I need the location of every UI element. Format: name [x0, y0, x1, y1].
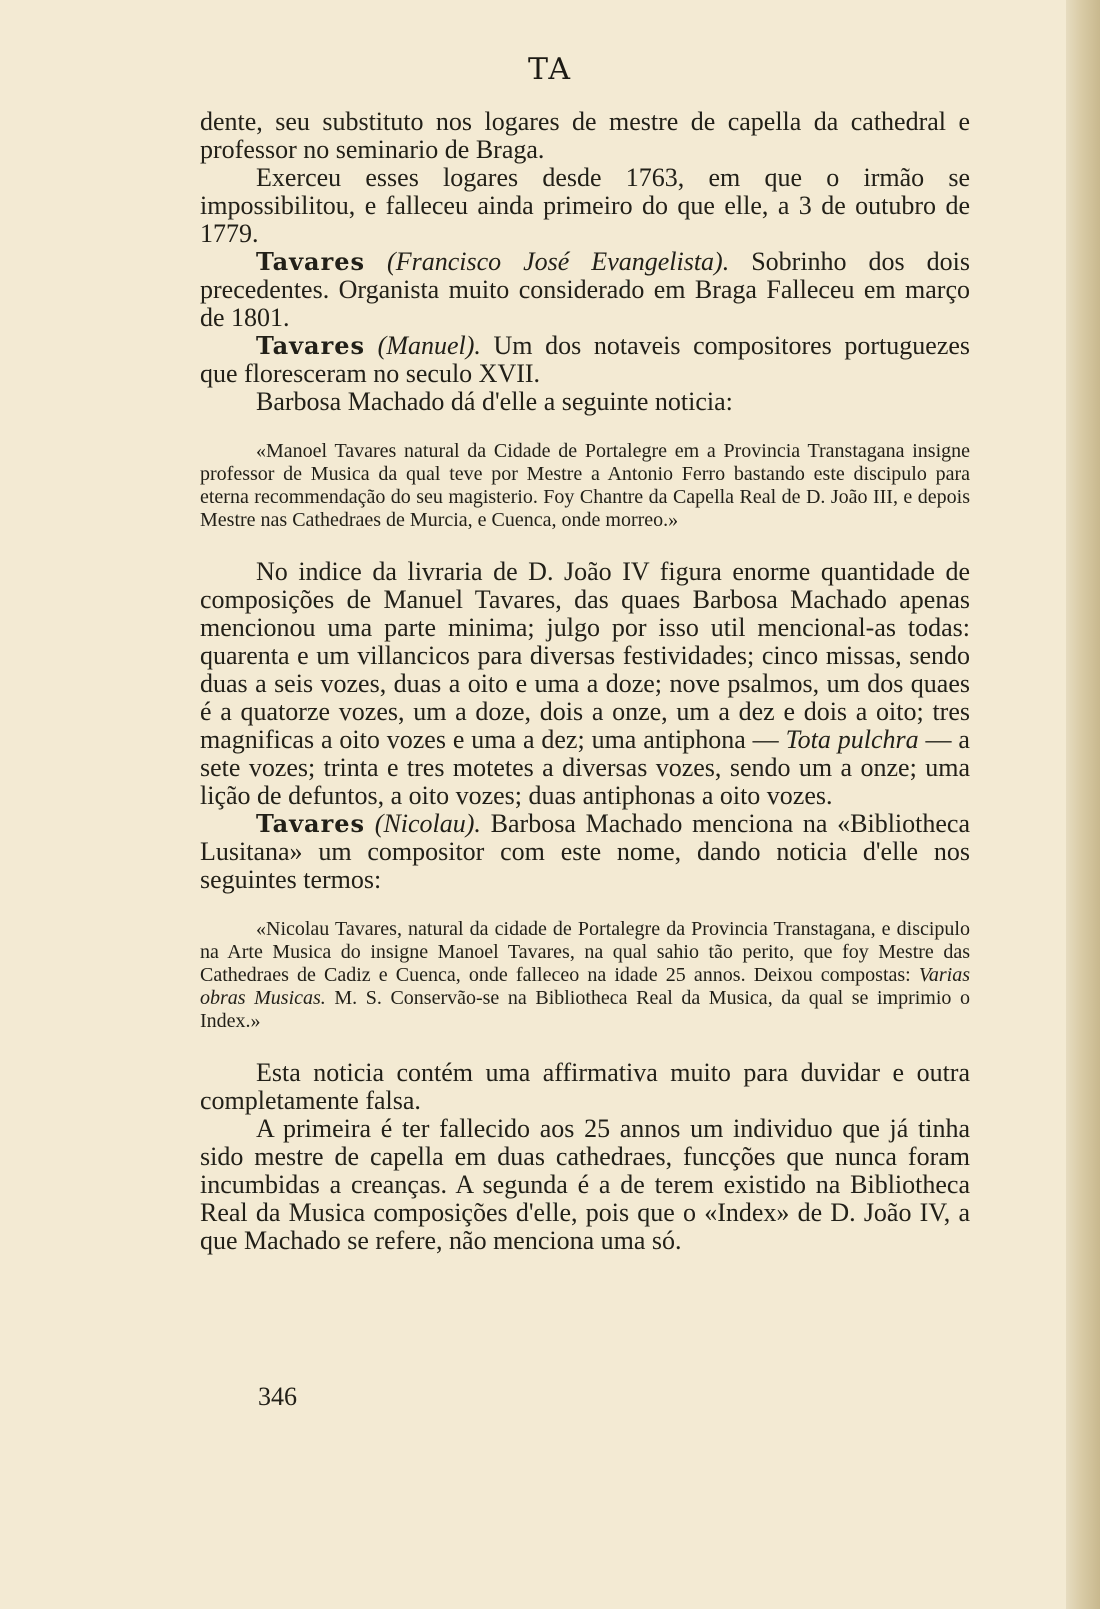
entry-text: Sobrinho dos dois precedentes. Organista muito considerado em Braga Falleceu em março de 1801.	[200, 247, 970, 332]
entry-surname: Tavares	[256, 809, 366, 838]
page-edge	[1066, 0, 1100, 1609]
paragraph-9: A primeira é ter fallecido aos 25 annos um individuo que já tinha sido mestre de capella em duas cathedraes, funcções que nunca foram incumbidas a creanças. A segunda é a de terem existido na Bibliotheca Real da Musica composições d'elle, pois que o «Index» de D. João IV, a que Machado se refere, não menciona uma só.	[200, 1114, 970, 1255]
entry-nicolau	[200, 810, 970, 894]
text-before-title: «Nicolau Tavares, natural da cidade de Portalegre da Provincia Transtagana, e discipulo na Arte Musica do insigne Manoel Tavares, na qual sahio tão perito, que foy Mestre das Cathedraes de Cadiz e Cuenca, onde falleceo na idade 25 annos. Deixou compostas:	[200, 918, 970, 986]
work-title: Tota pulchra	[785, 725, 919, 754]
entry-surname: Tavares	[256, 331, 366, 360]
paragraph-1: dente, seu substituto nos logares de mestre de capella da cathedral e professor no seminario de Braga.	[200, 107, 970, 164]
text-before-title: No indice da livraria de D. João IV figura enorme quantidade de composições de Manuel Tavares, das quaes Barbosa Machado apenas mencionou uma parte minima; julgo por isso util mencional-as todas: quarenta e um villancicos para diversas festividades; cinco missas, sendo duas a seis vozes, duas a oito e uma a doze; nove psalmos, um dos quaes é a quatorze vozes, um a doze, dois a onze, um a dez e dois a oito; tres magnificas a oito vozes e uma a dez; uma antiphona —	[200, 557, 970, 754]
entry-surname: Tavares	[256, 247, 366, 276]
entry-given-name: (Nicolau).	[374, 809, 481, 838]
quotation-nicolau	[200, 918, 970, 1033]
paragraph-6	[200, 558, 970, 810]
entry-manuel	[200, 332, 970, 388]
paragraph-2: Exerceu esses logares desde 1763, em que o irmão se impossibilitou, e falleceu ainda primeiro do que elle, a 3 de outubro de 1779.	[200, 163, 970, 248]
quotation-manoel: «Manoel Tavares natural da Cidade de Portalegre em a Provincia Transtagana insigne professor de Musica da qual teve por Mestre a Antonio Ferro bastando este discipulo para eterna recommendação do seu magisterio. Foy Chantre da Capella Real de D. João III, e depois Mestre nas Cathedraes de Murcia, e Cuenca, onde morreo.»	[200, 440, 970, 531]
paragraph-8: Esta noticia contém uma affirmativa muito para duvidar e outra completamente falsa.	[200, 1058, 970, 1115]
page-number: 346	[258, 1382, 297, 1411]
work-title: Varias obras Musicas.	[200, 964, 970, 1009]
page-body	[200, 108, 970, 1255]
running-header: TA	[527, 52, 573, 87]
entry-given-name: (Francisco José Evangelista).	[387, 247, 730, 276]
paragraph-5: Barbosa Machado dá d'elle a seguinte noticia:	[256, 387, 733, 416]
text-after-title: M. S. Conservão-se na Bibliotheca Real da Musica, da qual se imprimio o Index.»	[200, 987, 970, 1032]
entry-text: Barbosa Machado menciona na «Bibliotheca Lusitana» um compositor com este nome, dando noticia d'elle nos seguintes termos:	[200, 809, 970, 894]
entry-given-name: (Manuel).	[377, 331, 481, 360]
entry-text: Um dos notaveis compositores portuguezes que floresceram no seculo XVII.	[200, 331, 971, 388]
text-after-title: — a sete vozes; trinta e tres motetes a diversas vozes, sendo um a onze; uma lição de defuntos, a oito vozes; duas antiphonas a oito vozes.	[200, 725, 970, 810]
entry-francisco	[200, 248, 970, 332]
